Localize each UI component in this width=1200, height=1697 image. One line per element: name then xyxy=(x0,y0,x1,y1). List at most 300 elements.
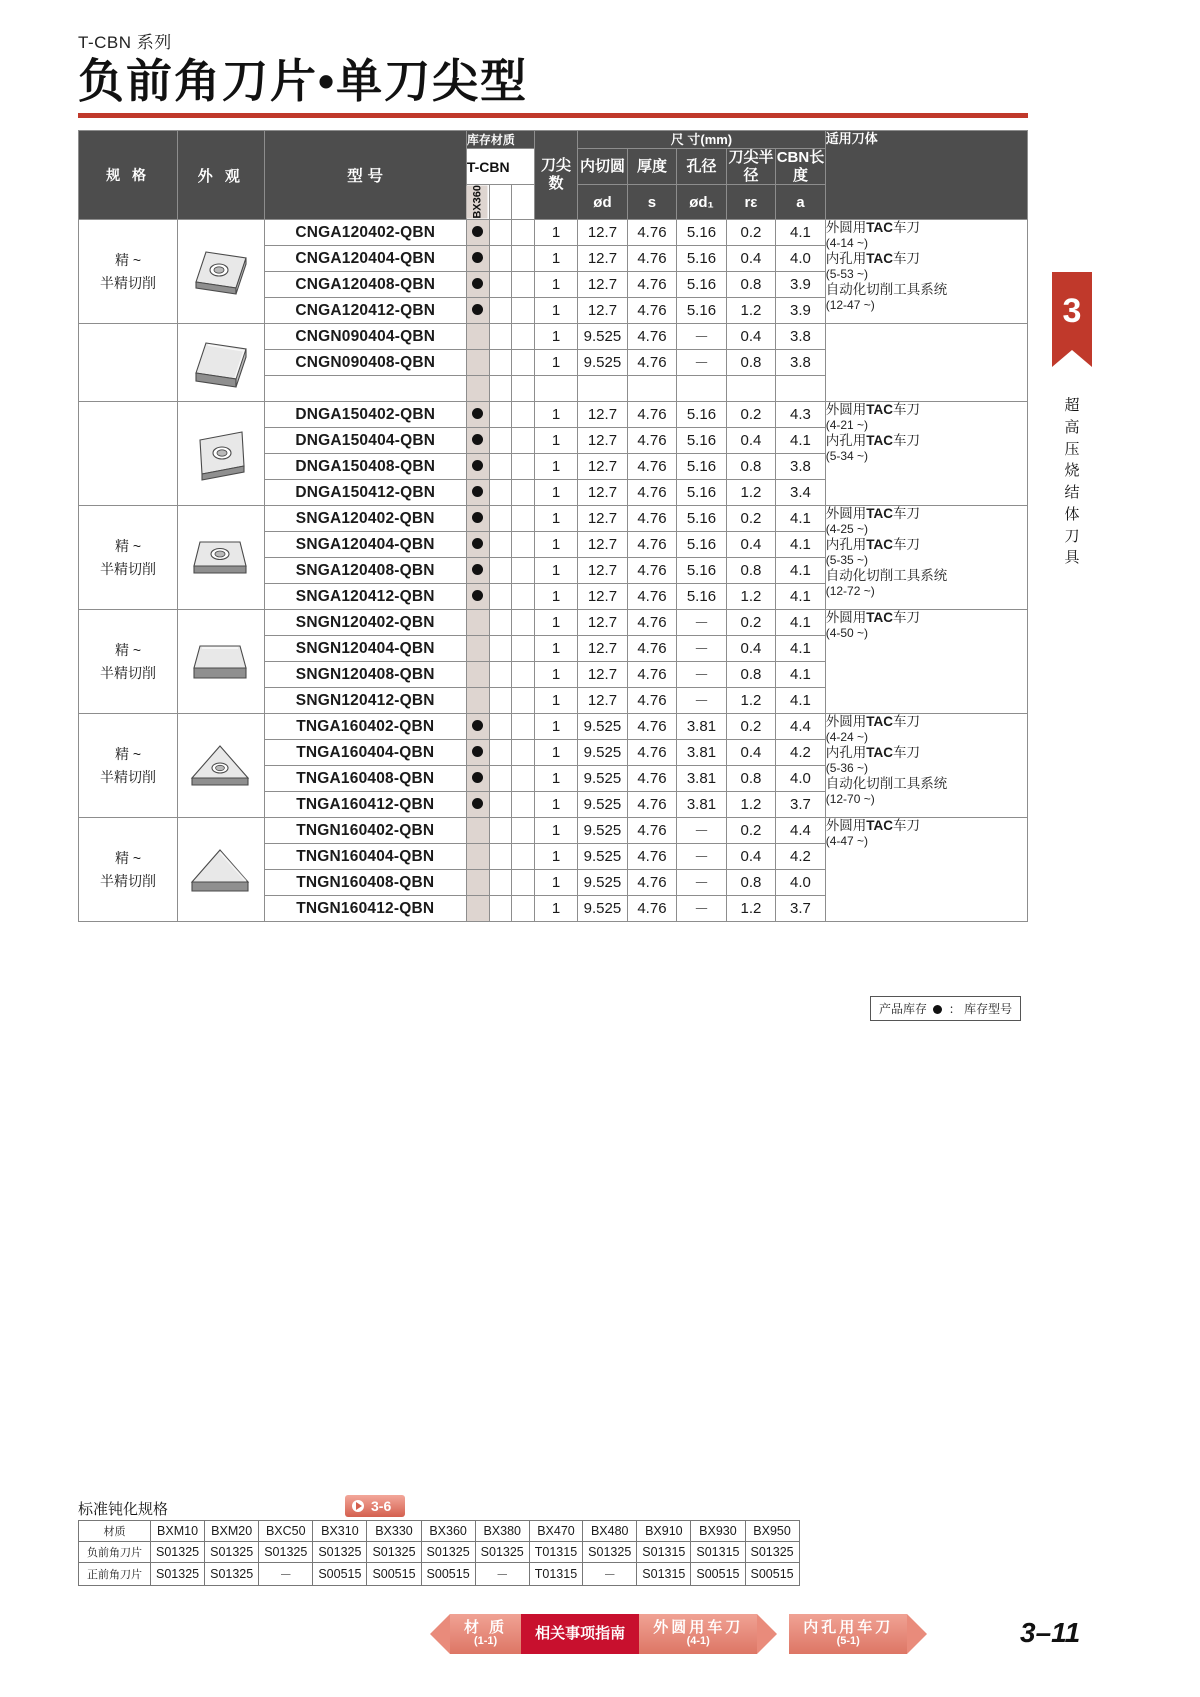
cell-stock-empty-1 xyxy=(489,428,512,454)
cell-stock-bx360 xyxy=(466,532,489,558)
cell-cbn-length: 3.9 xyxy=(776,298,826,324)
cell-model: DNGA150404-QBN xyxy=(264,428,466,454)
cell-model: TNGN160402-QBN xyxy=(264,818,466,844)
cell-thickness: 4.76 xyxy=(627,662,677,688)
filled-circle-icon xyxy=(472,512,483,523)
cell-model: SNGA120402-QBN xyxy=(264,506,466,532)
cell-stock-bx360 xyxy=(466,766,489,792)
cell-inscribed-circle: 12.7 xyxy=(578,662,628,688)
filled-circle-icon xyxy=(472,590,483,601)
cell-thickness: 4.76 xyxy=(627,896,677,922)
honing-th-grade: BX310 xyxy=(313,1521,367,1542)
filled-circle-icon xyxy=(472,408,483,419)
cell-model: TNGN160404-QBN xyxy=(264,844,466,870)
table-row xyxy=(79,818,1028,844)
cell-thickness: 4.76 xyxy=(627,870,677,896)
cell-inscribed-circle: 12.7 xyxy=(578,584,628,610)
cell-stock-bx360 xyxy=(466,246,489,272)
chapter-title-vertical: 超高压烧结体刀具 xyxy=(1064,397,1082,567)
cell-hole-dia: － xyxy=(677,610,727,636)
honing-cell: S01315 xyxy=(637,1563,691,1586)
cell-model: CNGN090408-QBN xyxy=(264,350,466,376)
cell-stock-empty-1 xyxy=(489,792,512,818)
cell-stock-bx360 xyxy=(466,792,489,818)
cell-tip-count: 1 xyxy=(534,662,577,688)
cell-stock-empty-2 xyxy=(512,662,535,688)
cell-corner-radius: 0.8 xyxy=(726,272,776,298)
cell-tip-count: 1 xyxy=(534,324,577,350)
cell-model: CNGA120412-QBN xyxy=(264,298,466,324)
tool-body-name: 外圆用TAC车刀 xyxy=(825,402,920,418)
cell-stock-empty-2 xyxy=(512,506,535,532)
cell-spec xyxy=(79,714,178,818)
cell-corner-radius: 0.2 xyxy=(726,402,776,428)
cell-cbn-length xyxy=(776,376,826,402)
filled-circle-icon xyxy=(472,226,483,237)
cell-hole-dia: － xyxy=(677,870,727,896)
cell-tip-count: 1 xyxy=(534,246,577,272)
nav-chip-1[interactable] xyxy=(450,1614,521,1654)
th-corner-radius: 刀尖半径 xyxy=(726,149,776,185)
cell-stock-bx360 xyxy=(466,896,489,922)
spec-label: 精 ~ xyxy=(114,642,142,659)
cell-model: SNGN120412-QBN xyxy=(264,688,466,714)
cell-cbn-length: 3.8 xyxy=(776,350,826,376)
cell-cbn-length: 4.2 xyxy=(776,740,826,766)
cell-thickness: 4.76 xyxy=(627,740,677,766)
cell-corner-radius: 1.2 xyxy=(726,298,776,324)
tool-body-ref: (5-36 ~) xyxy=(825,760,869,775)
honing-th-grade: BX470 xyxy=(529,1521,582,1542)
cell-tip-count: 1 xyxy=(534,818,577,844)
cell-stock-empty-2 xyxy=(512,272,535,298)
cell-tip-count: 1 xyxy=(534,740,577,766)
cell-model: DNGA150412-QBN xyxy=(264,480,466,506)
honing-th-grade: BXM10 xyxy=(151,1521,205,1542)
cell-inscribed-circle: 9.525 xyxy=(578,350,628,376)
cell-thickness: 4.76 xyxy=(627,454,677,480)
cell-corner-radius: 0.8 xyxy=(726,870,776,896)
cell-cbn-length: 3.8 xyxy=(776,454,826,480)
cell-stock-empty-2 xyxy=(512,584,535,610)
tool-body-name: 外圆用TAC车刀 xyxy=(825,506,920,522)
cell-stock-empty-1 xyxy=(489,896,512,922)
cell-tip-count: 1 xyxy=(534,298,577,324)
page-number: 3–11 xyxy=(1020,1617,1081,1648)
cell-thickness: 4.76 xyxy=(627,428,677,454)
cell-stock-empty-1 xyxy=(489,324,512,350)
tool-body-ref: (4-14 ~) xyxy=(825,235,869,250)
cell-spec xyxy=(79,402,178,506)
cell-cbn-length: 4.4 xyxy=(776,714,826,740)
nav-chip-ref: (4-1) xyxy=(686,1635,710,1648)
nav-chip-2[interactable] xyxy=(521,1614,639,1654)
filled-circle-icon xyxy=(472,252,483,263)
cell-inscribed-circle: 12.7 xyxy=(578,480,628,506)
cell-stock-empty-2 xyxy=(512,532,535,558)
cell-stock-empty-1 xyxy=(489,558,512,584)
honing-cell: S01325 xyxy=(475,1542,529,1563)
cell-inscribed-circle: 12.7 xyxy=(578,298,628,324)
honing-cell: S01325 xyxy=(259,1542,313,1563)
cell-hole-dia: 5.16 xyxy=(677,428,727,454)
cell-inscribed-circle: 12.7 xyxy=(578,272,628,298)
honing-th-grade: BX380 xyxy=(475,1521,529,1542)
cell-tip-count: 1 xyxy=(534,428,577,454)
spec-label: 精 ~ xyxy=(114,538,142,555)
cell-corner-radius: 1.2 xyxy=(726,792,776,818)
cell-stock-empty-1 xyxy=(489,246,512,272)
th-grade-bx360: BX360 xyxy=(466,185,489,220)
spec-label-2: 半精切削 xyxy=(100,872,156,889)
cell-tip-count: 1 xyxy=(534,532,577,558)
th-sym-inscribed-circle: ød xyxy=(578,185,628,220)
honing-header-row xyxy=(79,1521,800,1542)
honing-cell: S01325 xyxy=(313,1542,367,1563)
cell-inscribed-circle: 12.7 xyxy=(578,506,628,532)
cell-inscribed-circle: 9.525 xyxy=(578,714,628,740)
cell-tip-count: 1 xyxy=(534,714,577,740)
nav-arrow-right-icon[interactable] xyxy=(907,1614,927,1654)
cell-thickness: 4.76 xyxy=(627,298,677,324)
cell-cbn-length: 4.1 xyxy=(776,558,826,584)
honing-cell: S01325 xyxy=(367,1542,421,1563)
cell-corner-radius: 0.2 xyxy=(726,818,776,844)
tool-body-ref: (12-47 ~) xyxy=(825,297,875,312)
cell-stock-bx360 xyxy=(466,662,489,688)
tool-body-ref: (12-70 ~) xyxy=(825,791,875,806)
cell-inscribed-circle: 12.7 xyxy=(578,636,628,662)
nav-chip-3[interactable] xyxy=(639,1614,757,1654)
cell-stock-empty-2 xyxy=(512,454,535,480)
cell-tip-count: 1 xyxy=(534,402,577,428)
cell-stock-empty-1 xyxy=(489,740,512,766)
cell-hole-dia: － xyxy=(677,350,727,376)
cell-hole-dia: 5.16 xyxy=(677,402,727,428)
stock-legend-value: 库存型号 xyxy=(964,1002,1013,1016)
cell-spec xyxy=(79,610,178,714)
cell-stock-bx360 xyxy=(466,272,489,298)
filled-circle-icon xyxy=(472,486,483,497)
table-row xyxy=(79,220,1028,246)
filled-circle-icon xyxy=(472,564,483,575)
cell-stock-empty-2 xyxy=(512,818,535,844)
honing-cell: S01315 xyxy=(637,1542,691,1563)
filled-circle-icon xyxy=(472,798,483,809)
nav-chip-label: 外圆用车刀 xyxy=(653,1618,744,1636)
cell-hole-dia: 5.16 xyxy=(677,272,727,298)
cell-cbn-length: 4.2 xyxy=(776,844,826,870)
cell-corner-radius xyxy=(726,376,776,402)
table-header xyxy=(79,131,1028,220)
cell-tool-body xyxy=(825,506,1027,610)
cell-tip-count: 1 xyxy=(534,454,577,480)
cell-stock-empty-2 xyxy=(512,480,535,506)
cell-model: TNGN160412-QBN xyxy=(264,896,466,922)
cell-stock-bx360 xyxy=(466,558,489,584)
honing-cell: － xyxy=(259,1563,313,1586)
cell-spec xyxy=(79,818,178,922)
cell-inscribed-circle: 12.7 xyxy=(578,558,628,584)
tool-body-ref: (5-35 ~) xyxy=(825,552,869,567)
nav-arrow-left-icon[interactable] xyxy=(430,1614,450,1654)
honing-cell: S01315 xyxy=(691,1542,745,1563)
cell-inscribed-circle: 12.7 xyxy=(578,532,628,558)
chapter-tab xyxy=(1052,272,1092,350)
cell-stock-bx360 xyxy=(466,610,489,636)
cell-hole-dia xyxy=(677,376,727,402)
cell-tip-count: 1 xyxy=(534,480,577,506)
honing-cell: S00515 xyxy=(367,1563,421,1586)
cell-stock-empty-2 xyxy=(512,714,535,740)
cell-thickness: 4.76 xyxy=(627,584,677,610)
th-dimensions: 尺 寸(mm) xyxy=(578,131,826,149)
cell-inscribed-circle: 12.7 xyxy=(578,220,628,246)
th-sym-thickness: s xyxy=(627,185,677,220)
cell-tool-body xyxy=(825,610,1027,714)
honing-th-grade: BX950 xyxy=(745,1521,799,1542)
cell-tip-count: 1 xyxy=(534,844,577,870)
honing-cell: T01315 xyxy=(529,1542,582,1563)
honing-row-label: 负前角刀片 xyxy=(79,1542,151,1563)
nav-arrow-right-icon[interactable] xyxy=(757,1614,777,1654)
cell-corner-radius: 0.2 xyxy=(726,506,776,532)
cell-insert-shape-rhombic-80-solid-icon xyxy=(178,324,265,402)
honing-th-grade: BX330 xyxy=(367,1521,421,1542)
cell-thickness: 4.76 xyxy=(627,844,677,870)
tool-body-name: 外圆用TAC车刀 xyxy=(825,818,920,834)
cell-hole-dia: － xyxy=(677,636,727,662)
tool-body-name: 自动化切削工具系统 xyxy=(825,282,948,298)
cell-stock-bx360 xyxy=(466,636,489,662)
series-label: T-CBN 系列 xyxy=(78,33,172,52)
tool-body-ref: (4-25 ~) xyxy=(825,521,869,536)
cell-stock-bx360 xyxy=(466,688,489,714)
cell-corner-radius: 1.2 xyxy=(726,688,776,714)
cell-model: CNGA120408-QBN xyxy=(264,272,466,298)
cell-hole-dia: － xyxy=(677,688,727,714)
tool-body-name: 内孔用TAC车刀 xyxy=(825,433,920,449)
cell-inscribed-circle: 9.525 xyxy=(578,740,628,766)
cell-stock-bx360 xyxy=(466,740,489,766)
honing-cell: S01325 xyxy=(205,1563,259,1586)
cell-model: CNGN090404-QBN xyxy=(264,324,466,350)
cell-inscribed-circle: 9.525 xyxy=(578,792,628,818)
cell-cbn-length: 3.9 xyxy=(776,272,826,298)
honing-row-label: 正前角刀片 xyxy=(79,1563,151,1586)
cell-corner-radius: 0.8 xyxy=(726,350,776,376)
honing-th-grade: BXC50 xyxy=(259,1521,313,1542)
nav-chip-ref: (5-1) xyxy=(836,1635,860,1648)
cell-hole-dia: － xyxy=(677,844,727,870)
honing-cell: S01325 xyxy=(421,1542,475,1563)
cell-model: TNGA160412-QBN xyxy=(264,792,466,818)
cell-corner-radius: 0.8 xyxy=(726,558,776,584)
cell-stock-bx360 xyxy=(466,298,489,324)
nav-chip-4[interactable] xyxy=(789,1614,907,1654)
cell-thickness xyxy=(627,376,677,402)
cell-thickness: 4.76 xyxy=(627,688,677,714)
honing-cell: T01315 xyxy=(529,1563,582,1586)
cell-tool-body xyxy=(825,324,1027,402)
honing-cell: S00515 xyxy=(691,1563,745,1586)
cell-stock-empty-1 xyxy=(489,506,512,532)
page-header xyxy=(78,28,1028,108)
footer-navigation xyxy=(430,1612,927,1656)
cell-corner-radius: 1.2 xyxy=(726,480,776,506)
table-row xyxy=(79,506,1028,532)
honing-cell: S00515 xyxy=(745,1563,799,1586)
cell-tip-count: 1 xyxy=(534,272,577,298)
cell-thickness: 4.76 xyxy=(627,506,677,532)
cell-model: TNGA160402-QBN xyxy=(264,714,466,740)
cell-cbn-length: 3.7 xyxy=(776,792,826,818)
cell-thickness: 4.76 xyxy=(627,272,677,298)
filled-circle-icon xyxy=(472,460,483,471)
table-body xyxy=(79,220,1028,922)
cell-cbn-length: 4.1 xyxy=(776,636,826,662)
filled-circle-icon xyxy=(472,772,483,783)
cell-cbn-length: 3.4 xyxy=(776,480,826,506)
th-grade-empty-2 xyxy=(512,185,535,220)
cell-stock-empty-1 xyxy=(489,844,512,870)
cell-spec xyxy=(79,220,178,324)
cell-cbn-length: 4.1 xyxy=(776,662,826,688)
honing-reference-badge[interactable]: 3-6 xyxy=(345,1495,405,1517)
cell-stock-empty-2 xyxy=(512,896,535,922)
cell-model: DNGA150408-QBN xyxy=(264,454,466,480)
cell-stock-bx360 xyxy=(466,350,489,376)
cell-cbn-length: 4.1 xyxy=(776,584,826,610)
honing-cell: S00515 xyxy=(313,1563,367,1586)
cell-thickness: 4.76 xyxy=(627,818,677,844)
cell-inscribed-circle: 12.7 xyxy=(578,688,628,714)
th-model: 型 号 xyxy=(264,131,466,220)
cell-hole-dia: 5.16 xyxy=(677,506,727,532)
table-row xyxy=(79,324,1028,350)
cell-stock-empty-2 xyxy=(512,610,535,636)
cell-thickness: 4.76 xyxy=(627,558,677,584)
cell-cbn-length: 4.1 xyxy=(776,506,826,532)
cell-corner-radius: 0.2 xyxy=(726,220,776,246)
filled-circle-icon xyxy=(933,1005,942,1014)
honing-th-grade: BXM20 xyxy=(205,1521,259,1542)
nav-chip-label: 相关事项指南 xyxy=(535,1625,626,1643)
cell-corner-radius: 0.2 xyxy=(726,610,776,636)
cell-hole-dia: 5.16 xyxy=(677,584,727,610)
cell-stock-empty-1 xyxy=(489,688,512,714)
stock-legend-label: 产品库存 xyxy=(879,1002,928,1016)
cell-stock-empty-1 xyxy=(489,350,512,376)
cell-hole-dia: － xyxy=(677,896,727,922)
honing-cell: S01325 xyxy=(151,1542,205,1563)
cell-model: TNGN160408-QBN xyxy=(264,870,466,896)
cell-hole-dia: 3.81 xyxy=(677,766,727,792)
cell-tip-count: 1 xyxy=(534,350,577,376)
tool-body-name: 外圆用TAC车刀 xyxy=(825,714,920,730)
cell-corner-radius: 1.2 xyxy=(726,584,776,610)
cell-inscribed-circle: 9.525 xyxy=(578,324,628,350)
cell-stock-empty-2 xyxy=(512,376,535,402)
table-row xyxy=(79,610,1028,636)
cell-stock-empty-1 xyxy=(489,584,512,610)
cell-tip-count: 1 xyxy=(534,584,577,610)
cell-cbn-length: 3.8 xyxy=(776,324,826,350)
spec-label: 精 ~ xyxy=(114,746,142,763)
cell-stock-bx360 xyxy=(466,220,489,246)
title-divider xyxy=(78,113,1028,118)
cell-insert-shape-square-hole-icon xyxy=(178,506,265,610)
cell-stock-empty-1 xyxy=(489,402,512,428)
honing-cell: S01325 xyxy=(745,1542,799,1563)
cell-model: TNGA160408-QBN xyxy=(264,766,466,792)
cell-corner-radius: 0.4 xyxy=(726,636,776,662)
nav-chip-label: 材 质 xyxy=(464,1618,508,1636)
cell-tip-count: 1 xyxy=(534,636,577,662)
cell-cbn-length: 4.0 xyxy=(776,870,826,896)
honing-table xyxy=(78,1520,800,1586)
tool-body-ref: (4-50 ~) xyxy=(825,625,869,640)
tool-body-ref: (5-34 ~) xyxy=(825,448,869,463)
cell-stock-bx360 xyxy=(466,454,489,480)
tool-body-name: 外圆用TAC车刀 xyxy=(825,220,920,236)
chapter-number: 3 xyxy=(1062,291,1082,330)
honing-cell: S01325 xyxy=(151,1563,205,1586)
cell-stock-empty-2 xyxy=(512,246,535,272)
cell-tip-count: 1 xyxy=(534,506,577,532)
stock-legend-sep: ： xyxy=(948,1002,961,1016)
cell-cbn-length: 4.0 xyxy=(776,246,826,272)
cell-hole-dia: － xyxy=(677,662,727,688)
cell-stock-empty-1 xyxy=(489,480,512,506)
cell-spec xyxy=(79,324,178,402)
cell-stock-bx360 xyxy=(466,844,489,870)
cell-stock-empty-2 xyxy=(512,870,535,896)
tool-body-name: 内孔用TAC车刀 xyxy=(825,251,920,267)
cell-cbn-length: 3.7 xyxy=(776,896,826,922)
cell-inscribed-circle: 9.525 xyxy=(578,870,628,896)
th-sym-cbn-length: a xyxy=(776,185,826,220)
cell-stock-bx360 xyxy=(466,480,489,506)
tool-body-name: 内孔用TAC车刀 xyxy=(825,745,920,761)
cell-stock-empty-1 xyxy=(489,818,512,844)
cell-stock-empty-1 xyxy=(489,298,512,324)
cell-corner-radius: 0.4 xyxy=(726,428,776,454)
th-stock-material: 库存材质 xyxy=(466,131,534,149)
filled-circle-icon xyxy=(472,434,483,445)
cell-stock-empty-1 xyxy=(489,376,512,402)
cell-thickness: 4.76 xyxy=(627,324,677,350)
cell-model: CNGA120402-QBN xyxy=(264,220,466,246)
cell-model: SNGN120404-QBN xyxy=(264,636,466,662)
cell-corner-radius: 0.8 xyxy=(726,454,776,480)
filled-circle-icon xyxy=(472,538,483,549)
cell-tool-body xyxy=(825,402,1027,506)
cell-inscribed-circle: 12.7 xyxy=(578,610,628,636)
honing-th-grade: BX910 xyxy=(637,1521,691,1542)
cell-model: DNGA150402-QBN xyxy=(264,402,466,428)
cell-stock-empty-2 xyxy=(512,220,535,246)
cell-stock-empty-2 xyxy=(512,350,535,376)
th-inscribed-circle: 内切圆 xyxy=(578,149,628,185)
cell-stock-empty-1 xyxy=(489,714,512,740)
cell-stock-empty-2 xyxy=(512,402,535,428)
cell-stock-bx360 xyxy=(466,376,489,402)
cell-stock-bx360 xyxy=(466,870,489,896)
cell-stock-empty-1 xyxy=(489,610,512,636)
honing-cell: S01325 xyxy=(205,1542,259,1563)
cell-model: TNGA160404-QBN xyxy=(264,740,466,766)
